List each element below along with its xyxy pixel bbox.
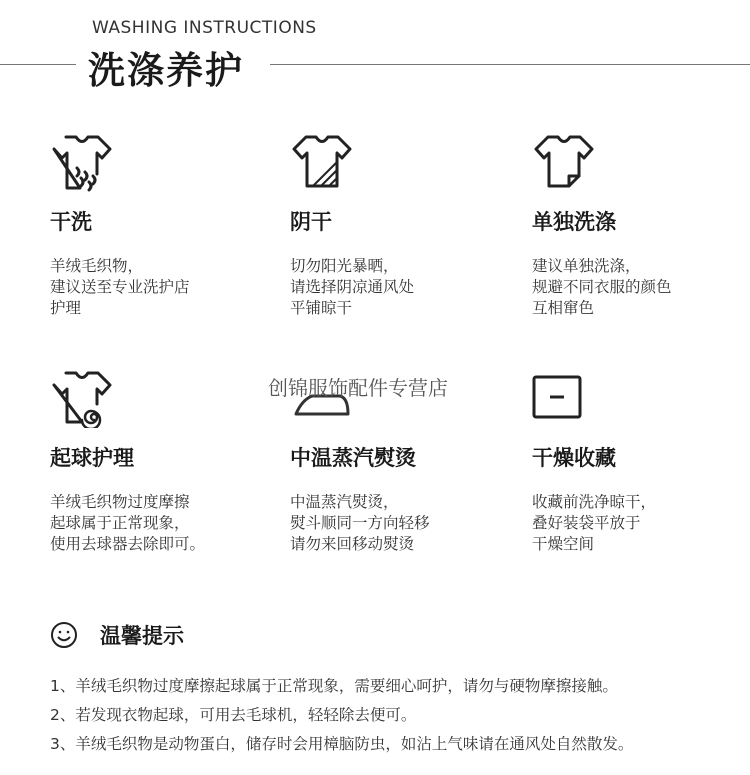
shade-dry-shirt-icon bbox=[290, 134, 354, 192]
care-item-title: 阴干 bbox=[290, 210, 332, 234]
care-item-title: 中温蒸汽熨烫 bbox=[290, 446, 416, 470]
care-item-title: 干燥收藏 bbox=[532, 446, 616, 470]
header-rule-left bbox=[0, 64, 76, 65]
tip-item: 3、羊绒毛织物是动物蛋白，储存时会用樟脑防虫，如沾上气味请在通风处自然散发。 bbox=[50, 735, 634, 753]
care-item-description: 羊绒毛织物， 建议送至专业洗护店 护理 bbox=[50, 257, 190, 317]
shop-watermark: 创锦服饰配件专营店 bbox=[268, 376, 448, 400]
dry-storage-box-icon bbox=[532, 370, 596, 428]
care-item-description: 建议单独洗涤， 规避不同衣服的颜色 互相窜色 bbox=[532, 257, 672, 317]
pilling-shirt-icon bbox=[50, 370, 114, 428]
dry-clean-shirt-icon bbox=[50, 134, 114, 192]
care-item-title: 起球护理 bbox=[50, 446, 134, 470]
tips-list bbox=[50, 672, 633, 759]
smiley-icon bbox=[50, 621, 78, 649]
care-item-title: 单独洗涤 bbox=[532, 210, 616, 234]
tip-item: 2、若发现衣物起球，可用去毛球机，轻轻除去便可。 bbox=[50, 706, 417, 724]
tips-title: 温馨提示 bbox=[100, 624, 184, 648]
care-item-description: 羊绒毛织物过度摩擦 起球属于正常现象， 使用去球器去除即可。 bbox=[50, 493, 206, 553]
page-title: 洗涤养护 bbox=[88, 49, 244, 92]
care-item-description: 收藏前洗净晾干， 叠好装袋平放于 干燥空间 bbox=[532, 493, 657, 553]
care-item-title: 干洗 bbox=[50, 210, 92, 234]
separate-wash-shirt-icon bbox=[532, 134, 596, 192]
care-item-description: 中温蒸汽熨烫， 熨斗顺同一方向轻移 请勿来回移动熨烫 bbox=[290, 493, 430, 553]
tip-item: 1、羊绒毛织物过度摩擦起球属于正常现象，需要细心呵护，请勿与硬物摩擦接触。 bbox=[50, 677, 618, 695]
header-subtitle: WASHING INSTRUCTIONS bbox=[92, 18, 317, 38]
care-item-description: 切勿阳光暴晒， 请选择阴凉通风处 平铺晾干 bbox=[290, 257, 415, 317]
header-rule-right bbox=[270, 64, 750, 65]
